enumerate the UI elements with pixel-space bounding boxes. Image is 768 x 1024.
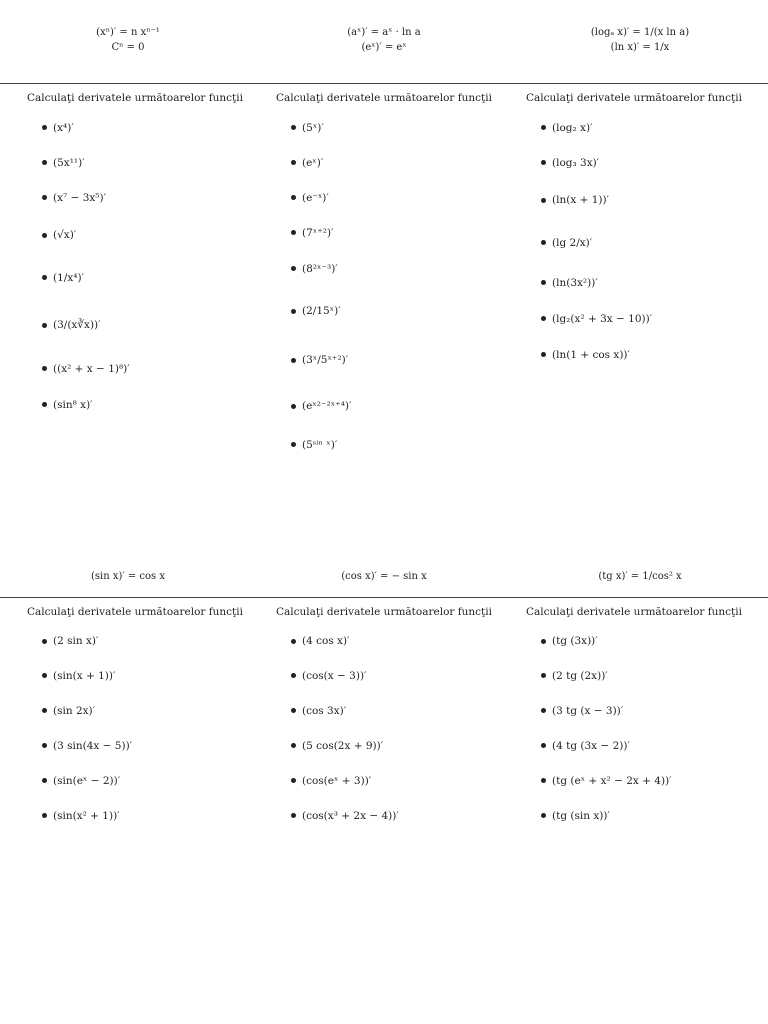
exercise-list — [276, 624, 506, 833]
expression: (sin⁸ x)′ — [53, 398, 93, 411]
bullet — [291, 358, 296, 363]
expression: (tg (eˣ + x² − 2x + 4))′ — [552, 774, 672, 787]
bullet — [291, 195, 296, 200]
exercise-item — [526, 728, 756, 763]
exercise-item — [276, 250, 506, 287]
exercise-item — [526, 337, 756, 372]
bullet — [42, 813, 47, 818]
bullet — [291, 743, 296, 748]
column-heading: Calculaţi derivatele următoarelor funcţii — [526, 606, 742, 618]
expression: (ln(3x²))′ — [552, 276, 598, 289]
exercise-item — [526, 300, 756, 337]
exercise-item — [276, 145, 506, 180]
formula-cell — [256, 570, 512, 585]
bullet — [42, 366, 47, 371]
exercise-item — [27, 387, 257, 422]
expression: (7ˣ⁺²)′ — [302, 226, 334, 239]
bullet — [291, 778, 296, 783]
exercise-item — [27, 763, 257, 798]
bullet — [42, 708, 47, 713]
bullet — [42, 233, 47, 238]
exercise-item — [27, 215, 257, 255]
expression: (3 tg (x − 3))′ — [552, 704, 624, 717]
exercise-item — [276, 427, 506, 462]
expression: (5 cos(2x + 9))′ — [302, 739, 384, 752]
expression: (3ˣ/5ˣ⁺²)′ — [302, 354, 349, 366]
exercise-item — [276, 287, 506, 335]
formula: (aˣ)′ = aˣ · ln a — [347, 27, 421, 38]
bullet — [42, 275, 47, 280]
bullet — [541, 673, 546, 678]
expression: ((x² + x − 1)⁸)′ — [53, 362, 130, 375]
exercise-item — [27, 180, 257, 215]
bullet — [291, 160, 296, 165]
bullet — [541, 352, 546, 357]
exercise-column — [526, 606, 756, 833]
expression: (4 tg (3x − 2))′ — [552, 739, 630, 752]
bullet — [541, 708, 546, 713]
expression: (log₂ x)′ — [552, 121, 593, 134]
exercise-item — [27, 728, 257, 763]
exercise-column — [27, 606, 257, 833]
column-heading: Calculaţi derivatele următoarelor funcţii — [27, 92, 243, 104]
bullet — [291, 673, 296, 678]
exercise-item — [276, 658, 506, 693]
bullet — [291, 309, 296, 314]
column-heading: Calculaţi derivatele următoarelor funcţii — [276, 606, 492, 618]
exercise-item — [526, 693, 756, 728]
bullet — [291, 125, 296, 130]
bullet — [291, 230, 296, 235]
exercise-item — [27, 145, 257, 180]
expression: (tg (3x))′ — [552, 635, 598, 647]
bullet — [291, 639, 296, 644]
bullet — [42, 778, 47, 783]
bullet — [291, 404, 296, 409]
bullet — [541, 813, 546, 818]
bullet — [541, 160, 546, 165]
exercise-item — [276, 624, 506, 658]
bullet — [541, 778, 546, 783]
bullet — [42, 160, 47, 165]
top-formula-row — [0, 26, 768, 55]
bullet — [42, 195, 47, 200]
exercise-item — [27, 798, 257, 833]
exercise-column — [276, 92, 506, 462]
exercise-column — [27, 92, 257, 422]
bullet — [541, 316, 546, 321]
formula: (ln x)′ = 1/x — [610, 41, 670, 53]
expression: (cos 3x)′ — [302, 704, 347, 717]
exercise-item — [276, 763, 506, 798]
exercise-column — [526, 92, 756, 372]
bullet — [42, 639, 47, 644]
expression: (lg₂(x² + 3x − 10))′ — [552, 312, 653, 325]
bullet — [42, 125, 47, 130]
bullet — [541, 639, 546, 644]
expression: (eˣ)′ — [302, 156, 324, 169]
bullet — [541, 743, 546, 748]
exercise-item — [526, 763, 756, 798]
formula: (eˣ)′ = eˣ — [361, 41, 407, 53]
expression: (eˣ²⁻²ˣ⁺⁴)′ — [302, 400, 352, 412]
bullet — [42, 673, 47, 678]
expression: (1/x⁴)′ — [53, 271, 84, 284]
exercise-item — [27, 300, 257, 350]
expression: (5ˣ)′ — [302, 121, 324, 134]
formula: Cⁿ = 0 — [111, 41, 145, 53]
formula: (xⁿ)′ = n xⁿ⁻¹ — [96, 27, 160, 38]
bullet — [541, 240, 546, 245]
bullet — [541, 198, 546, 203]
expression: (x⁷ − 3x⁵)′ — [53, 191, 106, 204]
exercise-item — [27, 624, 257, 658]
exercise-item — [27, 658, 257, 693]
expression: (lg 2/x)′ — [552, 236, 593, 249]
exercise-item — [276, 215, 506, 250]
exercise-item — [276, 180, 506, 215]
bullet — [291, 442, 296, 447]
exercise-item — [27, 255, 257, 300]
expression: (sin 2x)′ — [53, 704, 96, 717]
divider — [0, 597, 768, 598]
exercise-item — [526, 220, 756, 265]
bullet — [291, 266, 296, 271]
exercise-item — [276, 110, 506, 145]
expression: (3 sin(4x − 5))′ — [53, 739, 133, 752]
formula: (cos x)′ = − sin x — [341, 571, 427, 582]
expression: (5ˢⁱⁿ ˣ)′ — [302, 438, 338, 451]
divider — [0, 83, 768, 84]
exercise-item — [27, 110, 257, 145]
bullet — [541, 280, 546, 285]
exercise-list — [276, 110, 506, 462]
formula-cell — [512, 26, 768, 55]
formula-cell — [0, 570, 256, 585]
exercise-item — [526, 658, 756, 693]
bullet — [42, 402, 47, 407]
column-heading: Calculaţi derivatele următoarelor funcţii — [27, 606, 243, 618]
expression: (ln(1 + cos x))′ — [552, 348, 630, 361]
bullet — [541, 125, 546, 130]
expression: (cos(eˣ + 3))′ — [302, 774, 372, 787]
exercise-item — [526, 180, 756, 220]
expression: (8²ˣ⁻³)′ — [302, 262, 338, 275]
exercise-column — [276, 606, 506, 833]
bullet — [42, 743, 47, 748]
exercise-item — [526, 265, 756, 300]
expression: (sin(x + 1))′ — [53, 669, 116, 682]
exercise-list — [526, 624, 756, 833]
column-heading: Calculaţi derivatele următoarelor funcţii — [276, 92, 492, 104]
exercise-item — [526, 110, 756, 145]
expression: (x⁴)′ — [53, 121, 74, 134]
expression: (2/15ˣ)′ — [302, 305, 341, 317]
exercise-item — [276, 728, 506, 763]
expression: (cos(x − 3))′ — [302, 669, 367, 682]
exercise-list — [27, 624, 257, 833]
expression: (e⁻ˣ)′ — [302, 191, 329, 204]
formula-cell — [512, 570, 768, 585]
exercise-item — [526, 145, 756, 180]
exercise-item — [27, 350, 257, 387]
bottom-formula-row — [0, 570, 768, 585]
exercise-list — [27, 110, 257, 422]
formula: (sin x)′ = cos x — [91, 571, 165, 582]
bullet — [291, 813, 296, 818]
expression: (2 tg (2x))′ — [552, 669, 608, 682]
exercise-item — [27, 693, 257, 728]
expression: (sin(x² + 1))′ — [53, 809, 120, 822]
expression: (ln(x + 1))′ — [552, 194, 609, 206]
exercise-item — [526, 624, 756, 658]
exercise-item — [276, 798, 506, 833]
expression: (log₃ 3x)′ — [552, 156, 600, 169]
exercise-item — [276, 335, 506, 385]
formula-cell — [256, 26, 512, 55]
formula-cell — [0, 26, 256, 55]
expression: (5x¹¹)′ — [53, 156, 85, 169]
expression: (cos(x³ + 2x − 4))′ — [302, 809, 399, 822]
expression: (sin(eˣ − 2))′ — [53, 774, 121, 787]
formula: (tg x)′ = 1/cos² x — [598, 571, 682, 582]
formula: (logₐ x)′ = 1/(x ln a) — [590, 27, 690, 38]
exercise-list — [526, 110, 756, 372]
exercise-item — [526, 798, 756, 833]
exercise-item — [276, 385, 506, 427]
bullet — [42, 323, 47, 328]
expression: (4 cos x)′ — [302, 635, 350, 647]
expression: (tg (sin x))′ — [552, 809, 610, 822]
expression: (√x)′ — [53, 229, 77, 241]
expression: (3/(x∛x))′ — [53, 319, 101, 331]
bullet — [291, 708, 296, 713]
exercise-item — [276, 693, 506, 728]
expression: (2 sin x)′ — [53, 635, 99, 647]
column-heading: Calculaţi derivatele următoarelor funcţii — [526, 92, 742, 104]
